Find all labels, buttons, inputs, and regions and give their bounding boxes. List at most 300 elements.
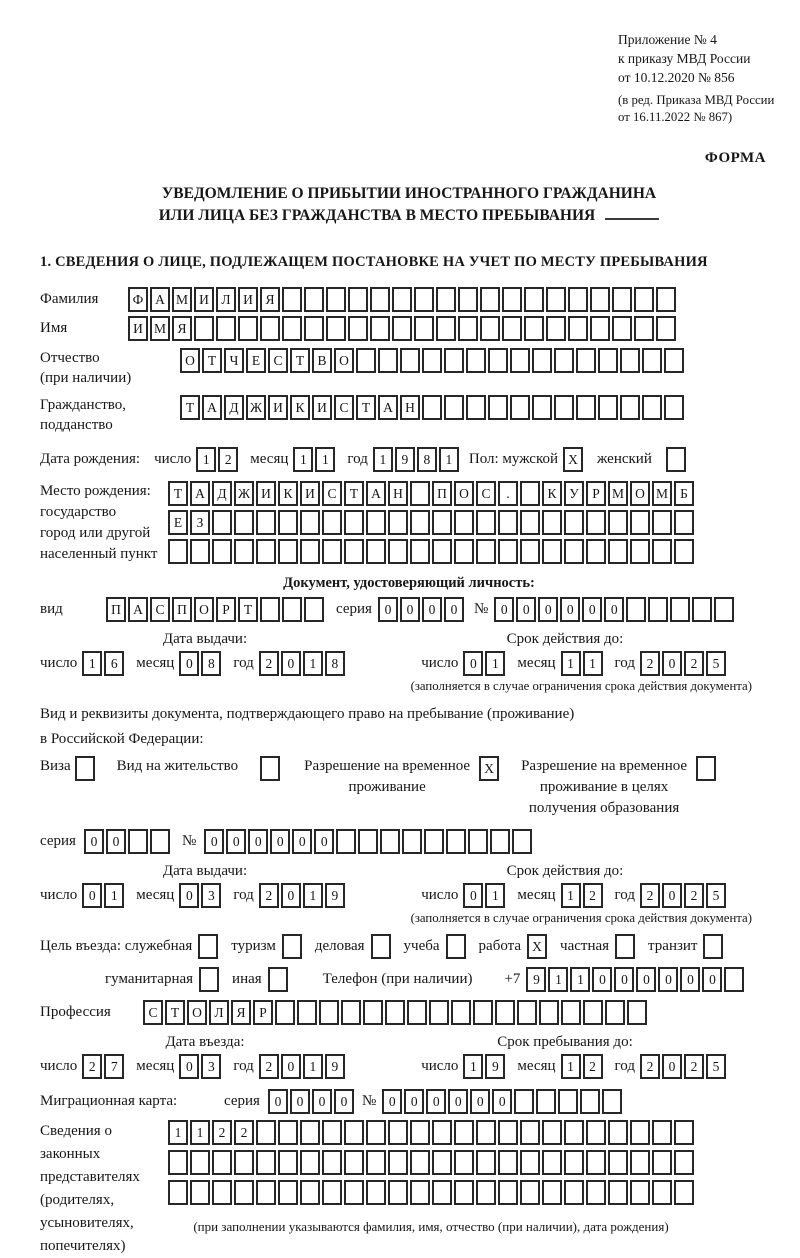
char-cell[interactable] [300,510,320,535]
char-cell[interactable] [542,510,562,535]
char-cell[interactable]: 3 [201,1054,221,1079]
char-cell[interactable]: О [454,481,474,506]
char-cell[interactable]: 0 [312,1089,332,1114]
char-cell[interactable]: И [312,395,332,420]
char-cell[interactable] [344,1180,364,1205]
char-cell[interactable] [216,316,236,341]
char-cell[interactable] [615,934,635,959]
char-cell[interactable] [300,1120,320,1145]
char-cell[interactable]: Т [290,348,310,373]
char-cell[interactable]: X [479,756,499,781]
char-cell[interactable] [674,539,694,564]
char-cell[interactable] [586,1150,606,1175]
char-cell[interactable] [634,287,654,312]
char-cell[interactable]: О [187,1000,207,1025]
char-cell[interactable]: С [143,1000,163,1025]
char-cell[interactable] [168,1150,188,1175]
char-cell[interactable]: 0 [382,1089,402,1114]
char-cell[interactable] [627,1000,647,1025]
char-cell[interactable]: 2 [82,1054,102,1079]
char-cell[interactable]: Я [231,1000,251,1025]
char-cell[interactable] [282,934,302,959]
char-cell[interactable] [524,287,544,312]
char-cell[interactable] [674,1120,694,1145]
char-cell[interactable] [410,481,430,506]
char-cell[interactable]: 0 [492,1089,512,1114]
char-cell[interactable]: И [256,481,276,506]
char-cell[interactable] [388,1120,408,1145]
char-cell[interactable]: 1 [293,447,313,472]
char-cell[interactable]: А [190,481,210,506]
char-cell[interactable] [370,287,390,312]
char-cell[interactable] [322,1150,342,1175]
char-cell[interactable] [414,287,434,312]
char-cell[interactable]: С [334,395,354,420]
char-cell[interactable]: 2 [583,883,603,908]
char-cell[interactable] [344,1150,364,1175]
char-cell[interactable]: 2 [640,883,660,908]
char-cell[interactable]: 1 [196,447,216,472]
char-cell[interactable] [498,1180,518,1205]
char-cell[interactable]: 0 [516,597,536,622]
char-cell[interactable]: З [190,510,210,535]
char-cell[interactable] [366,1180,386,1205]
char-cell[interactable]: 9 [325,883,345,908]
char-cell[interactable] [536,1089,556,1114]
char-cell[interactable] [278,1150,298,1175]
char-cell[interactable] [568,287,588,312]
char-cell[interactable] [260,756,280,781]
char-cell[interactable]: И [268,395,288,420]
char-cell[interactable] [512,829,532,854]
char-cell[interactable]: 0 [662,1054,682,1079]
char-cell[interactable]: П [432,481,452,506]
char-cell[interactable] [630,510,650,535]
char-cell[interactable]: Т [344,481,364,506]
char-cell[interactable] [714,597,734,622]
char-cell[interactable] [724,967,744,992]
char-cell[interactable]: Л [209,1000,229,1025]
char-cell[interactable]: В [312,348,332,373]
char-cell[interactable] [656,316,676,341]
char-cell[interactable]: 2 [684,1054,704,1079]
char-cell[interactable]: 2 [583,1054,603,1079]
char-cell[interactable] [402,829,422,854]
char-cell[interactable]: 8 [325,651,345,676]
char-cell[interactable] [642,348,662,373]
char-cell[interactable] [558,1089,578,1114]
char-cell[interactable] [696,756,716,781]
char-cell[interactable] [476,539,496,564]
char-cell[interactable] [336,829,356,854]
char-cell[interactable] [392,316,412,341]
char-cell[interactable] [576,395,596,420]
char-cell[interactable] [234,510,254,535]
char-cell[interactable]: 0 [404,1089,424,1114]
char-cell[interactable]: 9 [325,1054,345,1079]
char-cell[interactable] [612,287,632,312]
char-cell[interactable] [256,1180,276,1205]
char-cell[interactable] [282,597,302,622]
char-cell[interactable]: Р [586,481,606,506]
char-cell[interactable]: 0 [226,829,246,854]
char-cell[interactable] [322,510,342,535]
char-cell[interactable] [238,316,258,341]
char-cell[interactable] [458,287,478,312]
char-cell[interactable] [586,539,606,564]
char-cell[interactable] [454,539,474,564]
char-cell[interactable]: 1 [561,1054,581,1079]
char-cell[interactable]: 0 [179,1054,199,1079]
char-cell[interactable] [502,287,522,312]
char-cell[interactable] [199,967,219,992]
char-cell[interactable] [410,539,430,564]
char-cell[interactable] [524,316,544,341]
char-cell[interactable] [498,1150,518,1175]
char-cell[interactable] [598,395,618,420]
char-cell[interactable] [620,348,640,373]
char-cell[interactable] [498,510,518,535]
char-cell[interactable]: Т [165,1000,185,1025]
char-cell[interactable] [168,539,188,564]
char-cell[interactable]: 1 [561,651,581,676]
char-cell[interactable] [260,597,280,622]
char-cell[interactable]: 1 [463,1054,483,1079]
char-cell[interactable]: 0 [614,967,634,992]
char-cell[interactable]: 0 [268,1089,288,1114]
char-cell[interactable] [234,1150,254,1175]
char-cell[interactable] [75,756,95,781]
char-cell[interactable] [168,1180,188,1205]
char-cell[interactable]: 0 [290,1089,310,1114]
char-cell[interactable] [282,287,302,312]
char-cell[interactable] [652,1120,672,1145]
char-cell[interactable] [454,1120,474,1145]
char-cell[interactable] [564,539,584,564]
char-cell[interactable]: 0 [463,883,483,908]
char-cell[interactable] [212,1150,232,1175]
char-cell[interactable]: 0 [292,829,312,854]
char-cell[interactable]: Т [168,481,188,506]
char-cell[interactable]: 8 [201,651,221,676]
char-cell[interactable] [608,1150,628,1175]
char-cell[interactable] [656,287,676,312]
char-cell[interactable] [326,316,346,341]
char-cell[interactable]: С [476,481,496,506]
char-cell[interactable]: Н [388,481,408,506]
char-cell[interactable] [356,348,376,373]
char-cell[interactable] [268,967,288,992]
char-cell[interactable]: 2 [640,651,660,676]
char-cell[interactable] [432,1180,452,1205]
char-cell[interactable]: К [542,481,562,506]
char-cell[interactable]: Ф [128,287,148,312]
char-cell[interactable]: Т [238,597,258,622]
char-cell[interactable] [234,1180,254,1205]
char-cell[interactable] [422,395,442,420]
char-cell[interactable]: А [202,395,222,420]
char-cell[interactable] [326,287,346,312]
char-cell[interactable]: 1 [485,883,505,908]
char-cell[interactable] [410,510,430,535]
char-cell[interactable]: Р [216,597,236,622]
char-cell[interactable] [576,348,596,373]
char-cell[interactable] [620,395,640,420]
char-cell[interactable]: К [278,481,298,506]
char-cell[interactable]: 1 [485,651,505,676]
char-cell[interactable]: 0 [106,829,126,854]
char-cell[interactable] [429,1000,449,1025]
char-cell[interactable] [370,316,390,341]
char-cell[interactable] [520,481,540,506]
char-cell[interactable] [322,1120,342,1145]
char-cell[interactable] [190,1150,210,1175]
char-cell[interactable] [190,539,210,564]
char-cell[interactable] [400,348,420,373]
char-cell[interactable]: 1 [373,447,393,472]
char-cell[interactable] [212,1180,232,1205]
char-cell[interactable] [348,316,368,341]
char-cell[interactable] [344,1120,364,1145]
char-cell[interactable]: 1 [439,447,459,472]
char-cell[interactable] [256,539,276,564]
char-cell[interactable]: А [150,287,170,312]
char-cell[interactable] [648,597,668,622]
char-cell[interactable]: О [194,597,214,622]
char-cell[interactable] [586,1180,606,1205]
char-cell[interactable] [520,1180,540,1205]
char-cell[interactable] [341,1000,361,1025]
char-cell[interactable] [388,1150,408,1175]
char-cell[interactable]: 1 [548,967,568,992]
char-cell[interactable] [605,1000,625,1025]
char-cell[interactable] [278,539,298,564]
char-cell[interactable]: 0 [444,597,464,622]
char-cell[interactable]: М [172,287,192,312]
char-cell[interactable] [278,1120,298,1145]
char-cell[interactable] [476,1180,496,1205]
char-cell[interactable]: 0 [378,597,398,622]
char-cell[interactable]: 0 [662,883,682,908]
char-cell[interactable] [542,1150,562,1175]
char-cell[interactable] [234,539,254,564]
char-cell[interactable]: X [563,447,583,472]
char-cell[interactable]: 8 [417,447,437,472]
char-cell[interactable]: 9 [395,447,415,472]
char-cell[interactable] [436,287,456,312]
char-cell[interactable] [608,1180,628,1205]
char-cell[interactable]: 0 [84,829,104,854]
char-cell[interactable] [319,1000,339,1025]
char-cell[interactable] [664,395,684,420]
char-cell[interactable] [495,1000,515,1025]
char-cell[interactable] [692,597,712,622]
char-cell[interactable] [128,829,148,854]
char-cell[interactable]: У [564,481,584,506]
char-cell[interactable] [630,1180,650,1205]
char-cell[interactable]: 5 [706,883,726,908]
char-cell[interactable]: 0 [538,597,558,622]
char-cell[interactable] [517,1000,537,1025]
char-cell[interactable] [198,934,218,959]
char-cell[interactable]: Я [172,316,192,341]
char-cell[interactable]: 6 [104,651,124,676]
char-cell[interactable] [652,510,672,535]
char-cell[interactable]: 2 [234,1120,254,1145]
char-cell[interactable] [542,539,562,564]
char-cell[interactable]: Д [224,395,244,420]
char-cell[interactable] [488,395,508,420]
char-cell[interactable]: 2 [212,1120,232,1145]
char-cell[interactable]: П [172,597,192,622]
char-cell[interactable] [490,829,510,854]
char-cell[interactable] [630,1150,650,1175]
char-cell[interactable] [454,1180,474,1205]
char-cell[interactable] [532,395,552,420]
char-cell[interactable] [344,539,364,564]
char-cell[interactable]: А [128,597,148,622]
char-cell[interactable] [454,510,474,535]
char-cell[interactable] [480,316,500,341]
char-cell[interactable] [410,1120,430,1145]
char-cell[interactable]: 2 [640,1054,660,1079]
char-cell[interactable] [626,597,646,622]
char-cell[interactable]: И [128,316,148,341]
char-cell[interactable]: 0 [560,597,580,622]
char-cell[interactable] [300,1150,320,1175]
char-cell[interactable] [371,934,391,959]
char-cell[interactable] [590,287,610,312]
char-cell[interactable]: 0 [422,597,442,622]
char-cell[interactable] [510,348,530,373]
char-cell[interactable]: 1 [303,883,323,908]
char-cell[interactable] [407,1000,427,1025]
char-cell[interactable] [520,1120,540,1145]
char-cell[interactable]: Е [246,348,266,373]
char-cell[interactable]: Б [674,481,694,506]
char-cell[interactable] [304,287,324,312]
char-cell[interactable]: Т [202,348,222,373]
char-cell[interactable]: Ч [224,348,244,373]
char-cell[interactable] [212,539,232,564]
char-cell[interactable] [608,1120,628,1145]
char-cell[interactable] [432,510,452,535]
char-cell[interactable]: 3 [201,883,221,908]
char-cell[interactable]: 1 [561,883,581,908]
char-cell[interactable] [282,316,302,341]
char-cell[interactable] [564,1120,584,1145]
char-cell[interactable] [432,1120,452,1145]
char-cell[interactable] [358,829,378,854]
char-cell[interactable] [542,1120,562,1145]
char-cell[interactable] [510,395,530,420]
char-cell[interactable] [476,510,496,535]
char-cell[interactable]: А [366,481,386,506]
char-cell[interactable]: X [527,934,547,959]
char-cell[interactable] [366,539,386,564]
char-cell[interactable]: И [238,287,258,312]
char-cell[interactable] [444,395,464,420]
char-cell[interactable] [366,1120,386,1145]
char-cell[interactable] [260,316,280,341]
char-cell[interactable]: М [150,316,170,341]
char-cell[interactable] [304,597,324,622]
char-cell[interactable] [546,287,566,312]
char-cell[interactable] [554,348,574,373]
char-cell[interactable]: М [652,481,672,506]
char-cell[interactable] [498,539,518,564]
char-cell[interactable]: 1 [303,651,323,676]
char-cell[interactable]: О [180,348,200,373]
char-cell[interactable] [652,1150,672,1175]
char-cell[interactable]: М [608,481,628,506]
char-cell[interactable]: . [498,481,518,506]
char-cell[interactable]: 1 [583,651,603,676]
char-cell[interactable]: 2 [259,883,279,908]
char-cell[interactable] [634,316,654,341]
char-cell[interactable] [212,510,232,535]
char-cell[interactable]: 1 [303,1054,323,1079]
char-cell[interactable] [300,539,320,564]
char-cell[interactable] [304,316,324,341]
char-cell[interactable]: Н [400,395,420,420]
char-cell[interactable] [256,1150,276,1175]
char-cell[interactable] [502,316,522,341]
char-cell[interactable]: 2 [259,651,279,676]
char-cell[interactable]: 0 [82,883,102,908]
char-cell[interactable]: 5 [706,651,726,676]
char-cell[interactable] [473,1000,493,1025]
char-cell[interactable] [583,1000,603,1025]
char-cell[interactable] [674,510,694,535]
char-cell[interactable] [388,1180,408,1205]
char-cell[interactable] [454,1150,474,1175]
char-cell[interactable] [652,539,672,564]
char-cell[interactable] [378,348,398,373]
char-cell[interactable] [466,348,486,373]
char-cell[interactable]: Д [212,481,232,506]
char-cell[interactable]: 1 [315,447,335,472]
char-cell[interactable] [278,1180,298,1205]
char-cell[interactable] [410,1150,430,1175]
char-cell[interactable]: 7 [104,1054,124,1079]
char-cell[interactable]: 0 [426,1089,446,1114]
char-cell[interactable] [451,1000,471,1025]
char-cell[interactable]: Я [260,287,280,312]
char-cell[interactable]: 0 [680,967,700,992]
char-cell[interactable] [580,1089,600,1114]
char-cell[interactable]: 2 [218,447,238,472]
char-cell[interactable] [348,287,368,312]
char-cell[interactable] [561,1000,581,1025]
char-cell[interactable]: 1 [570,967,590,992]
char-cell[interactable]: 0 [658,967,678,992]
char-cell[interactable]: 2 [684,883,704,908]
char-cell[interactable] [446,934,466,959]
char-cell[interactable] [539,1000,559,1025]
char-cell[interactable]: 9 [526,967,546,992]
char-cell[interactable] [380,829,400,854]
char-cell[interactable] [480,287,500,312]
char-cell[interactable]: 0 [582,597,602,622]
char-cell[interactable] [670,597,690,622]
char-cell[interactable] [385,1000,405,1025]
char-cell[interactable]: 0 [179,883,199,908]
char-cell[interactable] [488,348,508,373]
char-cell[interactable] [520,539,540,564]
char-cell[interactable]: 1 [104,883,124,908]
char-cell[interactable] [564,1150,584,1175]
